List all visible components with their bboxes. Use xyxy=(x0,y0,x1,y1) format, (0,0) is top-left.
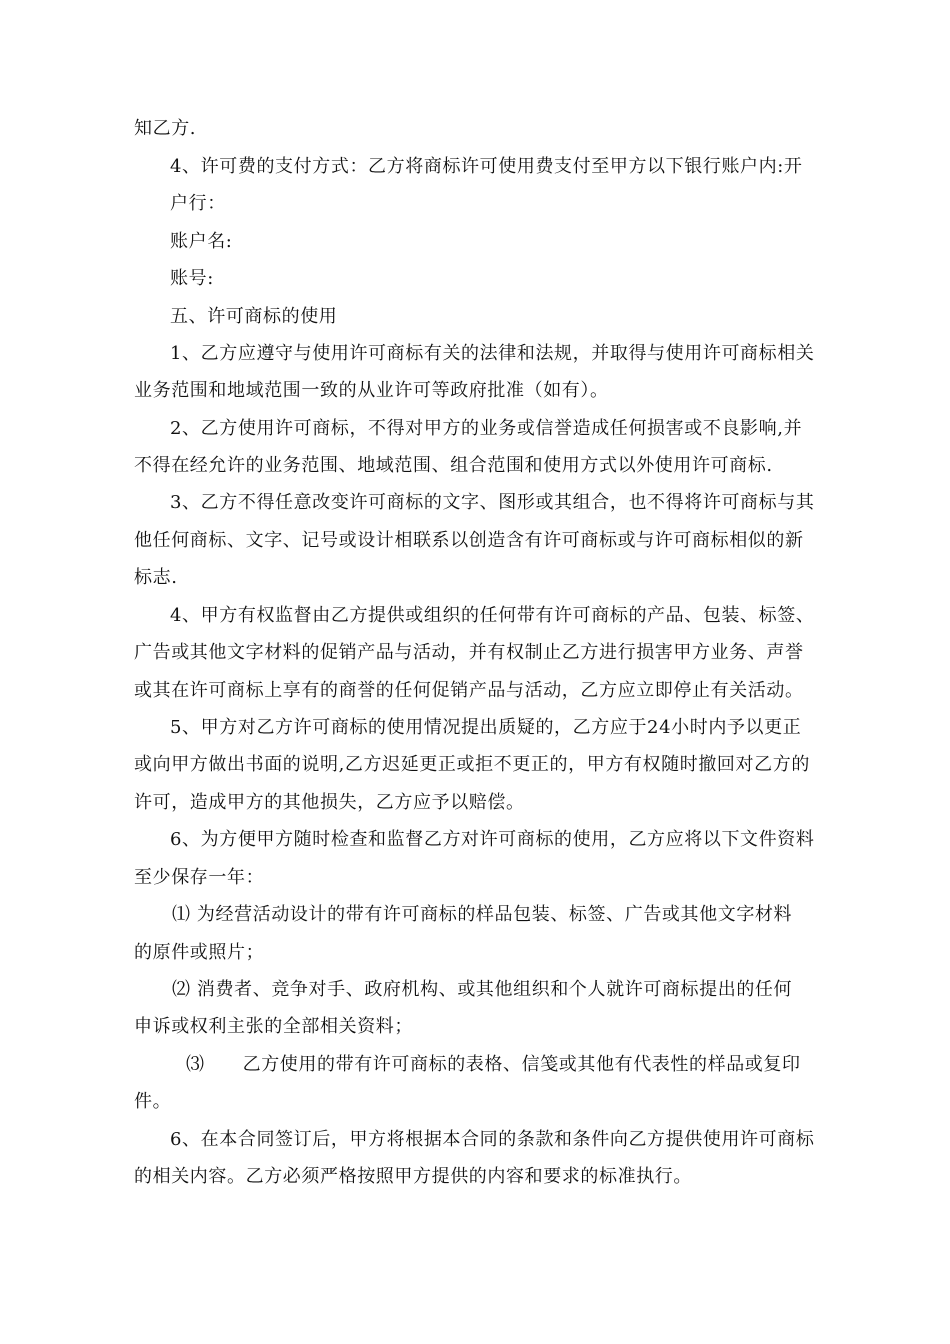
list-item-line: 的原件或照片； xyxy=(134,942,265,963)
clause-line: 5、甲方对乙方许可商标的使用情况提出质疑的，乙方应于24小时内予以更正 xyxy=(170,717,802,738)
list-item-text: 乙方使用的带有许可商标的表格、信笺或其他有代表性的样品或复印 xyxy=(242,1054,801,1075)
list-item-line: ⑵ 消费者、竞争对手、政府机构、或其他组织和个人就许可商标提出的任何 xyxy=(172,979,793,1000)
clause-line: 广告或其他文字材料的促销产品与活动，并有权制止乙方进行损害甲方业务、声誉 xyxy=(134,642,804,663)
payment-method-line: 4、许可费的支付方式：乙方将商标许可使用费支付至甲方以下银行账户内:开 xyxy=(170,156,803,177)
clause-line: 业务范围和地域范围一致的从业许可等政府批准（如有）。 xyxy=(134,380,609,401)
list-item-line: ⑴ 为经营活动设计的带有许可商标的样品包装、标签、广告或其他文字材料 xyxy=(172,904,793,925)
list-marker: ⑶ xyxy=(186,1054,205,1075)
list-item-line xyxy=(186,1053,801,1077)
clause-line: 不得在经允许的业务范围、地域范围、组合范围和使用方式以外使用许可商标. xyxy=(134,455,773,476)
clause-line: 或向甲方做出书面的说明,乙方迟延更正或拒不更正的，甲方有权随时撤回对乙方的 xyxy=(134,754,810,775)
clause-line: 或其在许可商标上享有的商誉的任何促销产品与活动，乙方应立即停止有关活动。 xyxy=(134,680,804,701)
section-heading: 五、许可商标的使用 xyxy=(170,306,338,327)
clause-line: 许可，造成甲方的其他损失，乙方应予以赔偿。 xyxy=(134,792,525,813)
clause-line: 6、为方便甲方随时检查和监督乙方对许可商标的使用，乙方应将以下文件资料 xyxy=(170,829,815,850)
clause-line: 的相关内容。乙方必须严格按照甲方提供的内容和要求的标准执行。 xyxy=(134,1166,692,1187)
list-item-line: 件。 xyxy=(134,1091,172,1112)
clause-line: 至少保存一年： xyxy=(134,867,265,888)
clause-line: 4、甲方有权监督由乙方提供或组织的任何带有许可商标的产品、包装、标签、 xyxy=(170,605,815,626)
clause-line: 他任何商标、文字、记号或设计相联系以创造含有许可商标或与许可商标相似的新 xyxy=(134,530,804,551)
clause-line: 3、乙方不得任意改变许可商标的文字、图形或其组合，也不得将许可商标与其 xyxy=(170,492,815,513)
clause-line: 1、乙方应遵守与使用许可商标有关的法律和法规，并取得与使用许可商标相关 xyxy=(170,343,815,364)
account-number-line: 账号: xyxy=(170,268,214,289)
text-line: 知乙方. xyxy=(134,118,197,139)
clause-line: 2、乙方使用许可商标，不得对甲方的业务或信誉造成任何损害或不良影响,并 xyxy=(170,418,803,439)
clause-line: 标志. xyxy=(134,567,178,588)
bank-name-line: 户行： xyxy=(170,193,226,214)
account-name-line: 账户名: xyxy=(170,231,233,252)
list-item-line: 申诉或权利主张的全部相关资料； xyxy=(134,1016,413,1037)
clause-line: 6、在本合同签订后，甲方将根据本合同的条款和条件向乙方提供使用许可商标 xyxy=(170,1129,815,1150)
